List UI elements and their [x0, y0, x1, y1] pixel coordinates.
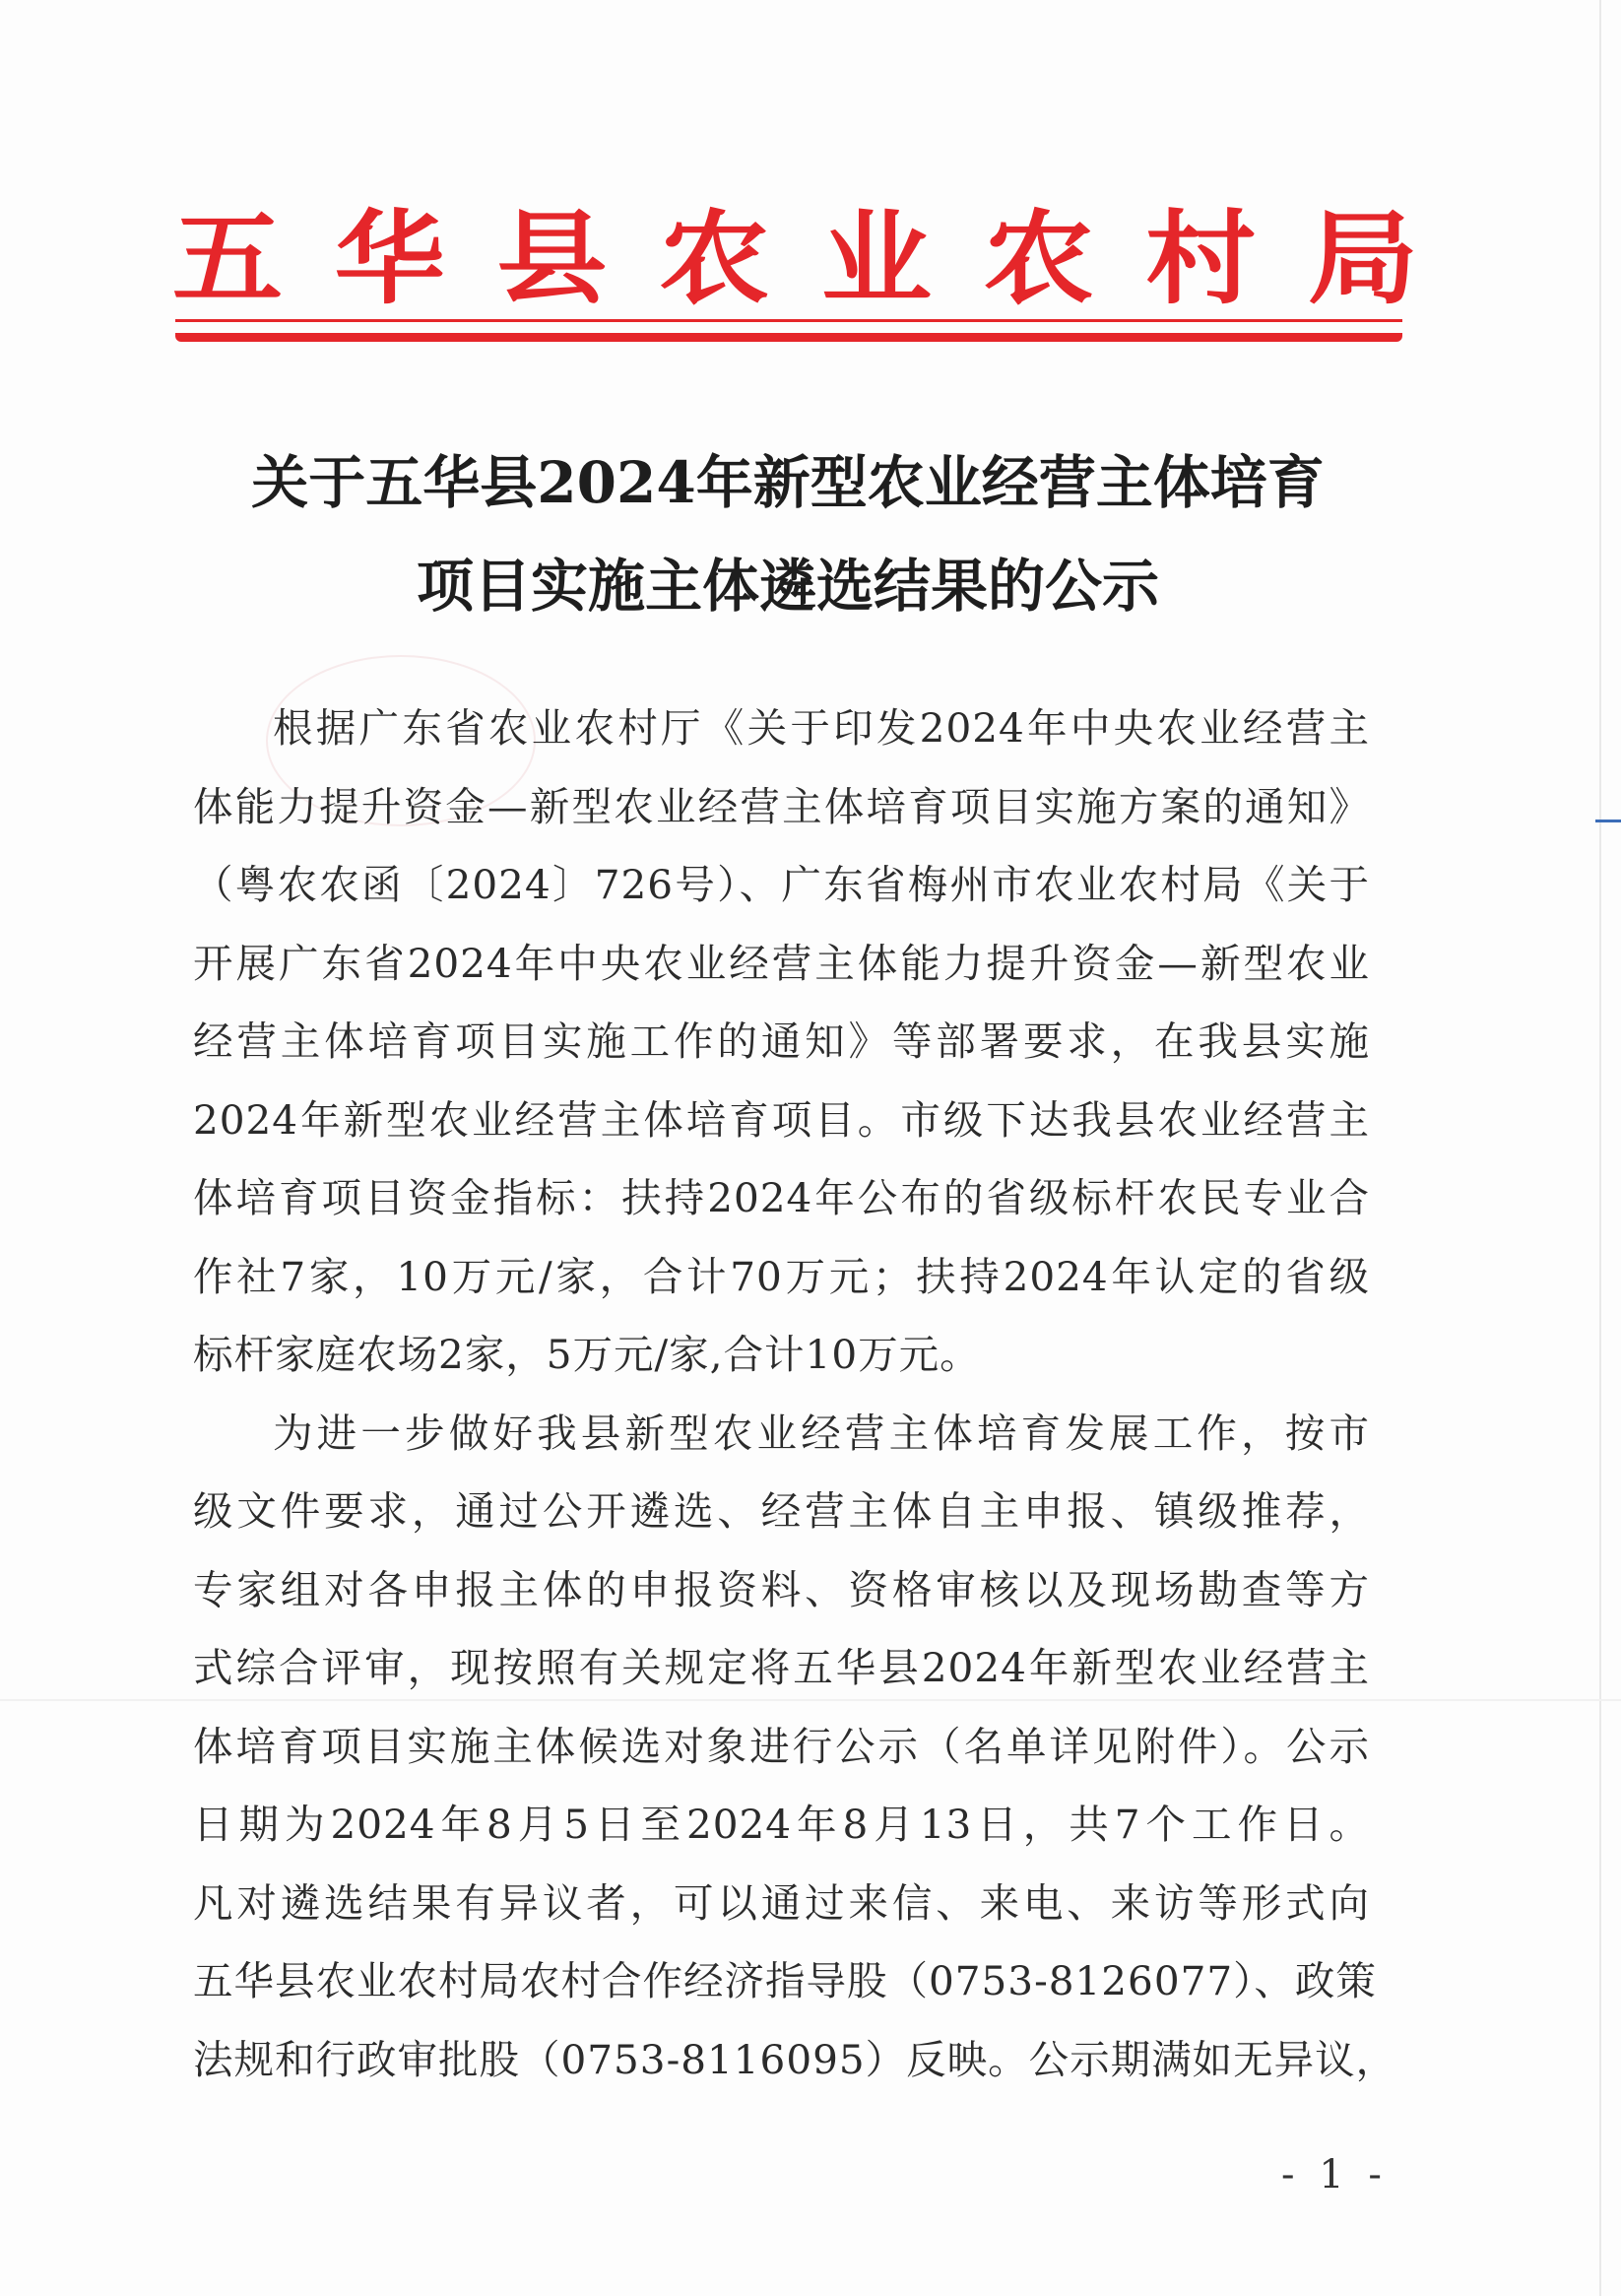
- title-line-2: 项目实施主体遴选结果的公示: [416, 553, 1159, 620]
- document-title: [148, 431, 1428, 638]
- letterhead-char: 农: [659, 199, 770, 318]
- body-line: 体能力提升资金—新型农业经营主体培育项目实施方案的通知》: [193, 782, 1370, 830]
- body-line: 开展广东省2024年中央农业经营主体能力提升资金—新型农业: [193, 939, 1370, 987]
- body-line: 体培育项目资金指标：扶持2024年公布的省级标杆农民专业合: [193, 1174, 1370, 1221]
- letterhead: [172, 192, 1418, 325]
- body-line: 标杆家庭农场2家，5万元/家,合计10万元。: [193, 1331, 981, 1378]
- body-line: 级文件要求，通过公开遴选、经营主体自主申报、镇级推荐，: [193, 1487, 1370, 1535]
- letterhead-char: 华: [334, 199, 445, 318]
- body-line: （粤农农函〔2024〕726号）、广东省梅州市农业农村局《关于: [193, 861, 1370, 908]
- body-line: 为进一步做好我县新型农业经营主体培育发展工作，按市: [273, 1409, 1370, 1457]
- body-text: [193, 689, 1397, 2099]
- letterhead-char: 农: [983, 199, 1094, 318]
- body-line: 专家组对各申报主体的申报资料、资格审核以及现场勘查等方: [193, 1565, 1370, 1613]
- letterhead-char: 业: [820, 199, 932, 318]
- scan-edge-line: [1599, 0, 1601, 2296]
- title-line-1: 关于五华县2024年新型农业经营主体培育: [251, 449, 1325, 516]
- body-line: 法规和行政审批股（0753-8116095）反映。公示期满如无异议，: [193, 2035, 1397, 2083]
- letterhead-char: 局: [1307, 199, 1418, 318]
- letterhead-rule-thin: [175, 319, 1402, 322]
- page-number: - 1 -: [1281, 2152, 1388, 2198]
- body-line: 五华县农业农村局农村合作经济指导股（0753-8126077）、政策: [193, 1957, 1377, 2004]
- letterhead-char: 县: [496, 199, 608, 318]
- body-line: 经营主体培育项目实施工作的通知》等部署要求，在我县实施: [193, 1017, 1370, 1065]
- body-line: 日期为2024年8月5日至2024年8月13日，共7个工作日。: [193, 1801, 1370, 1848]
- letterhead-rule-thick: [175, 333, 1402, 342]
- letterhead-char: 村: [1145, 199, 1257, 318]
- body-line: 根据广东省农业农村厅《关于印发2024年中央农业经营主: [273, 704, 1370, 752]
- body-line: 作社7家，10万元/家，合计70万元；扶持2024年认定的省级: [193, 1252, 1370, 1300]
- scan-edge-mark: [1595, 820, 1621, 822]
- body-line: 2024年新型农业经营主体培育项目。市级下达我县农业经营主: [193, 1095, 1370, 1144]
- body-line: 体培育项目实施主体候选对象进行公示（名单详见附件）。公示: [193, 1722, 1370, 1770]
- letterhead-char: 五: [172, 199, 283, 318]
- body-line: 式综合评审，现按照有关规定将五华县2024年新型农业经营主: [193, 1644, 1370, 1691]
- body-line: 凡对遴选结果有异议者，可以通过来信、来电、来访等形式向: [193, 1878, 1370, 1927]
